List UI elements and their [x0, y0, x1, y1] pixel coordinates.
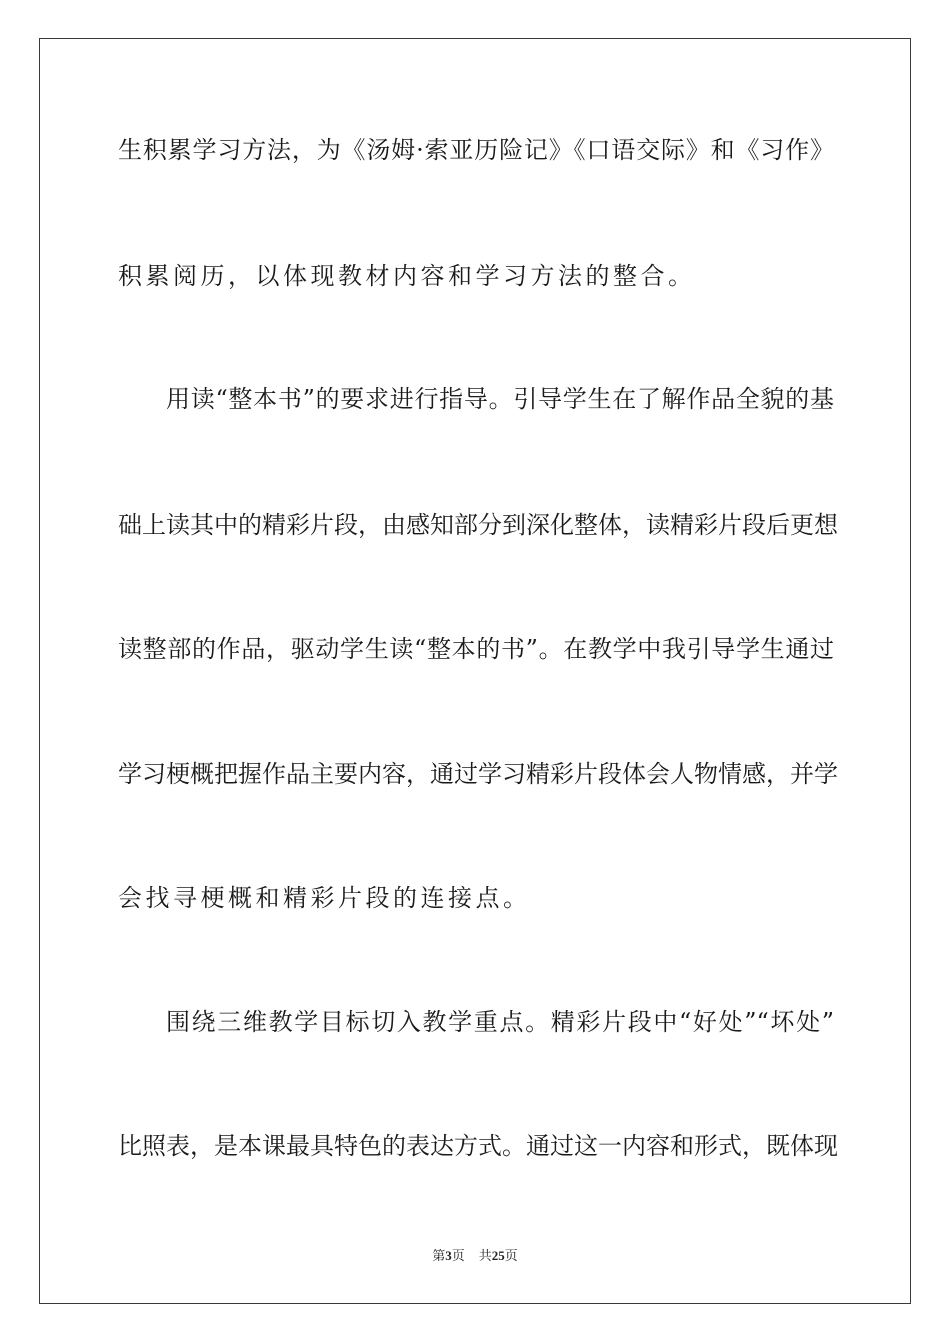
paragraph-line: 读整部的作品，驱动学生读“整本的书”。在教学中我引导学生通过 — [118, 635, 834, 663]
paragraph-line: 比照表，是本课最具特色的表达方式。通过这一内容和形式，既体现 — [118, 1132, 838, 1160]
paragraph-line: 学习梗概把握作品主要内容，通过学习精彩片段体会人物情感，并学 — [118, 760, 838, 788]
total-prefix: 共 — [478, 1249, 492, 1264]
page-suffix: 页 — [451, 1249, 465, 1264]
paragraph-line: 会找寻梗概和精彩片段的连接点。 — [118, 884, 531, 912]
paragraph-line: 生积累学习方法，为《汤姆·索亚历险记》《口语交际》和《习作》 — [118, 136, 834, 164]
total-pages: 25 — [491, 1248, 505, 1263]
paragraph-line: 用读“整本书”的要求进行指导。引导学生在了解作品全貌的基 — [166, 385, 834, 413]
paragraph-line: 积累阅历，以体现教材内容和学习方法的整合。 — [118, 262, 696, 290]
page-number: 3 — [445, 1248, 452, 1263]
page-prefix: 第 — [432, 1249, 446, 1264]
page-footer — [0, 1247, 950, 1266]
paragraph-line: 础上读其中的精彩片段，由感知部分到深化整体，读精彩片段后更想 — [118, 511, 838, 539]
paragraph-line: 围绕三维教学目标切入教学重点。精彩片段中“好处”“坏处” — [166, 1008, 834, 1036]
total-suffix: 页 — [504, 1249, 518, 1264]
page-border — [39, 38, 911, 1304]
